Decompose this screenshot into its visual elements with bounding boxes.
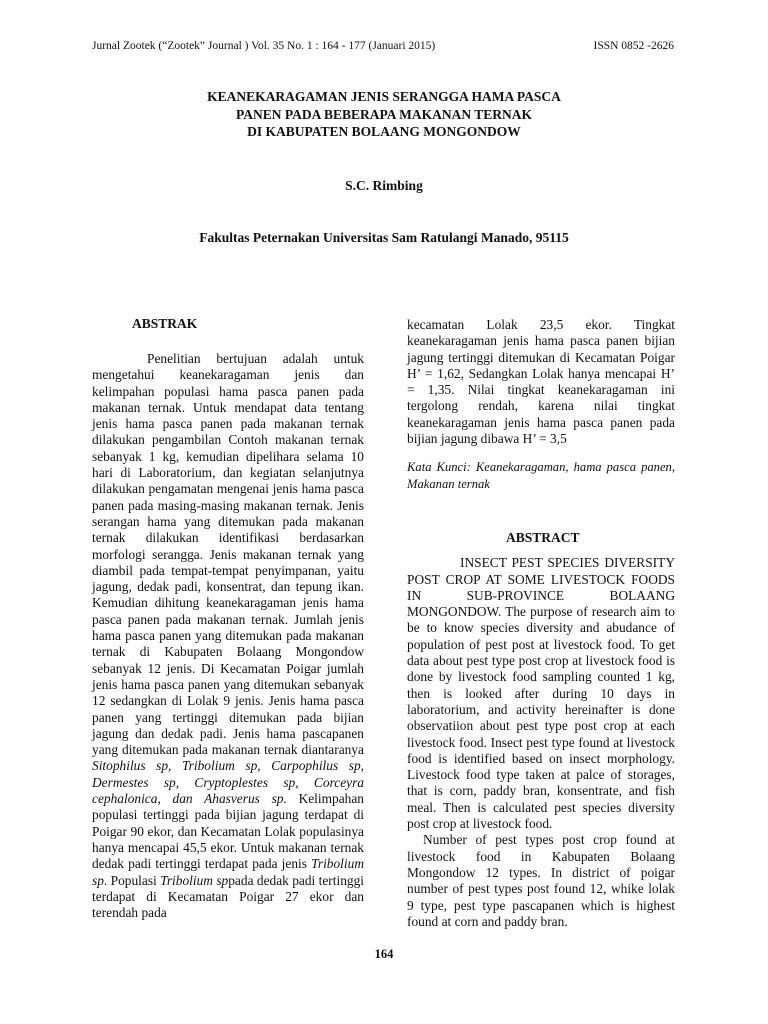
- title-line: DI KABUPATEN BOLAANG MONGONDOW: [247, 124, 521, 139]
- journal-citation: Jurnal Zootek (“Zootek” Journal ) Vol. 35 No. 1 : 164 - 177 (Januari 2015): [92, 40, 436, 52]
- abstrak-text: pada dedak padi tertinggi terdapat di Kecamatan Poigar 27 ekor dan terendah pada: [92, 872, 364, 921]
- species-list: Sitophilus sp, Tribolium sp, Carpophilus sp, Dermestes sp, Cryptoplestes sp, Corceyra cephalonica, dan Ahasverus sp.: [92, 758, 364, 807]
- abstract-paragraph: Number of pest types post crop found at livestock food in Kabupaten Bolaang Mongondow 12 types. In district of poigar number of pest types post found 12, whike lolak 9 type, pest type pascapanen which is highest found at corn and paddy bran.: [407, 832, 675, 929]
- keywords: Kata Kunci: Keanekaragaman, hama pasca panen, Makanan ternak: [407, 460, 675, 491]
- abstrak-continued: kecamatan Lolak 23,5 ekor. Tingkat keanekaragaman jenis hama pasca panen bijian jagung tertinggi ditemukan di Kecamatan Poigar H’ = 1,62, Sedangkan Lolak hanya mencapai H’ = 1,35. Nilai tingkat keanekaragaman ini tergolong rendah, karena nilai tingkat keanekaragaman jenis hama pasca panen pada bijian jagung dibawa H’ = 3,5: [407, 317, 675, 447]
- right-column: [407, 317, 675, 930]
- abstrak-heading: ABSTRAK: [132, 316, 198, 331]
- article-title: [0, 88, 768, 141]
- issn: ISSN 0852 -2626: [593, 40, 674, 52]
- title-line: KEANEKARAGAMAN JENIS SERANGGA HAMA PASCA: [207, 89, 561, 104]
- species-name: Tribolium sp: [160, 872, 229, 888]
- species-name: Tribolium sp: [92, 856, 364, 888]
- author-name: S.C. Rimbing: [345, 178, 423, 193]
- abstract-heading: ABSTRACT: [506, 529, 580, 545]
- title-line: PANEN PADA BEBERAPA MAKANAN TERNAK: [235, 106, 532, 122]
- abstrak-paragraph: [92, 351, 364, 921]
- abstrak-text: . Populasi: [103, 872, 161, 888]
- affiliation: Fakultas Peternakan Universitas Sam Ratulangi Manado, 95115: [199, 230, 569, 245]
- page-number: 164: [374, 947, 394, 961]
- left-column: [92, 316, 364, 921]
- abstract-paragraph: INSECT PEST SPECIES DIVERSITY POST CROP AT SOME LIVESTOCK FOODS IN SUB-PROVINCE BOLAANG MONGONDOW. The purpose of research aim to be to know species diversity and abudance of population of pest post at livestock food. To get data about pest type post crop at livestock food is done by livestock food sampling counted 1 kg, then is looked after during 10 days in laboratorium, and activity hereinafter is done observatiion about pest type post crop at each livestock food. Insect pest type found at livestock food is identified based on insect morphology. Livestock food type taken at palce of storages, that is corn, paddy bran, konsentrate, and fish meal. Then is calculated pest species diversity post crop at livestock food.: [407, 555, 675, 832]
- abstrak-text: Penelitian bertujuan adalah untuk mengetahui keanekaragaman jenis dan kelimpahan populasi hama pasca panen pada makanan ternak. Untuk mendapat data tentang jenis hama pasca panen pada makanan ternak dilakukan pengambilan Contoh makanan ternak sebanyak 1 kg, kemudian dipelihara selama 10 hari di Laboratorium, dan kegiatan selanjutnya dilakukan pengamatan mengenai jenis hama pasca panen pada masing-masing makanan ternak. Jenis serangan hama yang ditemukan pada makanan ternak dilakukan identifikasi berdasarkan morfologi serangga. Jenis makanan ternak yang diambil pada tempat-tempat penyimpanan, yaitu jagung, dedak padi, konsentrat, dan tepung ikan. Kemudian dihitung keanekaragaman jenis hama pasca panen pada makanan ternak. Jumlah jenis hama pasca panen yang ditemukan pada makanan ternak di Kabupaten Bolaang Mongondow sebanyak 12 jenis. Di Kecamatan Poigar jumlah jenis hama pasca panen yang ditemukan sebanyak 12 sedangkan di Lolak 9 jenis. Jenis hama pasca panen yang tertinggi ditemukan pada bijian jagung dan dedak padi. Jenis hama pascapanen yang ditemukan pada makanan ternak diantaranya: [92, 351, 364, 758]
- abstrak-text: Kelimpahan populasi tertinggi pada bijian jagung terdapat di Poigar 90 ekor, dan Kecamatan Lolak populasinya hanya mencapai 45,5 ekor. Untuk makanan ternak dedak padi tertinggi terdapat pada jenis: [92, 791, 365, 872]
